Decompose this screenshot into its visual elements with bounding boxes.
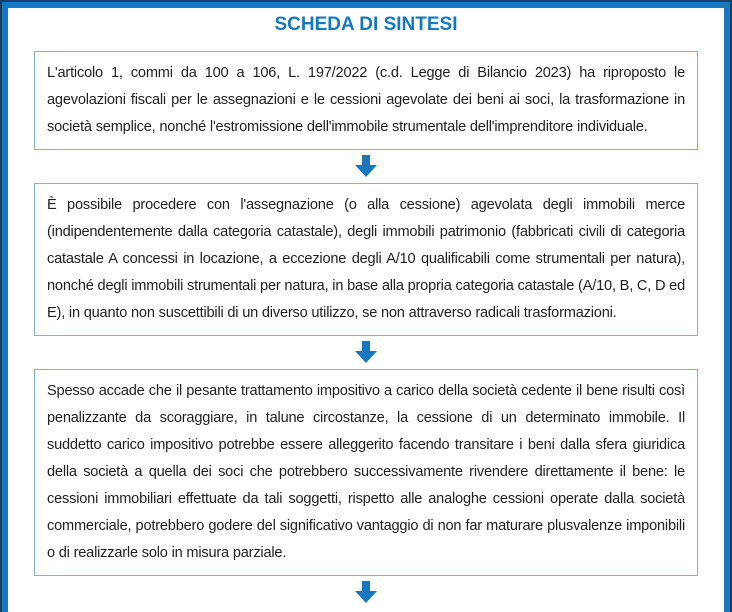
summary-box-1 xyxy=(34,51,698,150)
arrow-separator-2 xyxy=(0,341,732,364)
summary-box-2 xyxy=(34,183,698,336)
summary-box-3 xyxy=(34,369,698,576)
arrow-separator-3 xyxy=(0,581,732,604)
arrow-separator-1 xyxy=(0,155,732,178)
down-arrow-icon xyxy=(354,581,378,604)
summary-box-3-text: Spesso accade che il pesante trattamento impositivo a carico della società cedente il bene risulti così penalizzante da scoraggiare, in talune circostanze, la cessione di un determinato immobile. Il suddetto carico impositivo potrebbe essere alleggerito facendo transitare i beni dalla sfera giuridica della società a quella dei soci che potrebbero successivamente rivendere direttamente il bene: le cessioni immobiliari effettuate da tali soggetti, rispetto alle analoghe cessioni operate dalla società commerciale, potrebbero godere del significativo vantaggio di non far maturare plusvalenze imponibili o di realizzarle solo in misura parziale. xyxy=(47,383,685,561)
summary-box-2-text: È possibile procedere con l'assegnazione (o alla cessione) agevolata degli immobili merce (indipendentemente dalla categoria catastale), degli immobili patrimonio (fabbricati civili di categoria catastale A concessi in locazione, a eccezione degli A/10 qualificabili come strumentali per natura), nonché degli immobili strumentali per natura, in base alla propria categoria catastale (A/10, B, C, D ed E), in quanto non suscettibili di un diverso utilizzo, se non attraverso radicali trasformazioni. xyxy=(47,197,685,321)
down-arrow-icon xyxy=(354,155,378,178)
page-title: SCHEDA DI SINTESI xyxy=(274,14,458,35)
summary-box-1-text: L'articolo 1, commi da 100 a 106, L. 197/2022 (c.d. Legge di Bilancio 2023) ha riproposto le agevolazioni fiscali per le assegnazioni e le cessioni agevolate dei beni ai soci, la trasformazione in società semplice, nonché l'estromissione dell'immobile strumentale dell'imprenditore individuale. xyxy=(47,65,685,135)
down-arrow-icon xyxy=(354,341,378,364)
